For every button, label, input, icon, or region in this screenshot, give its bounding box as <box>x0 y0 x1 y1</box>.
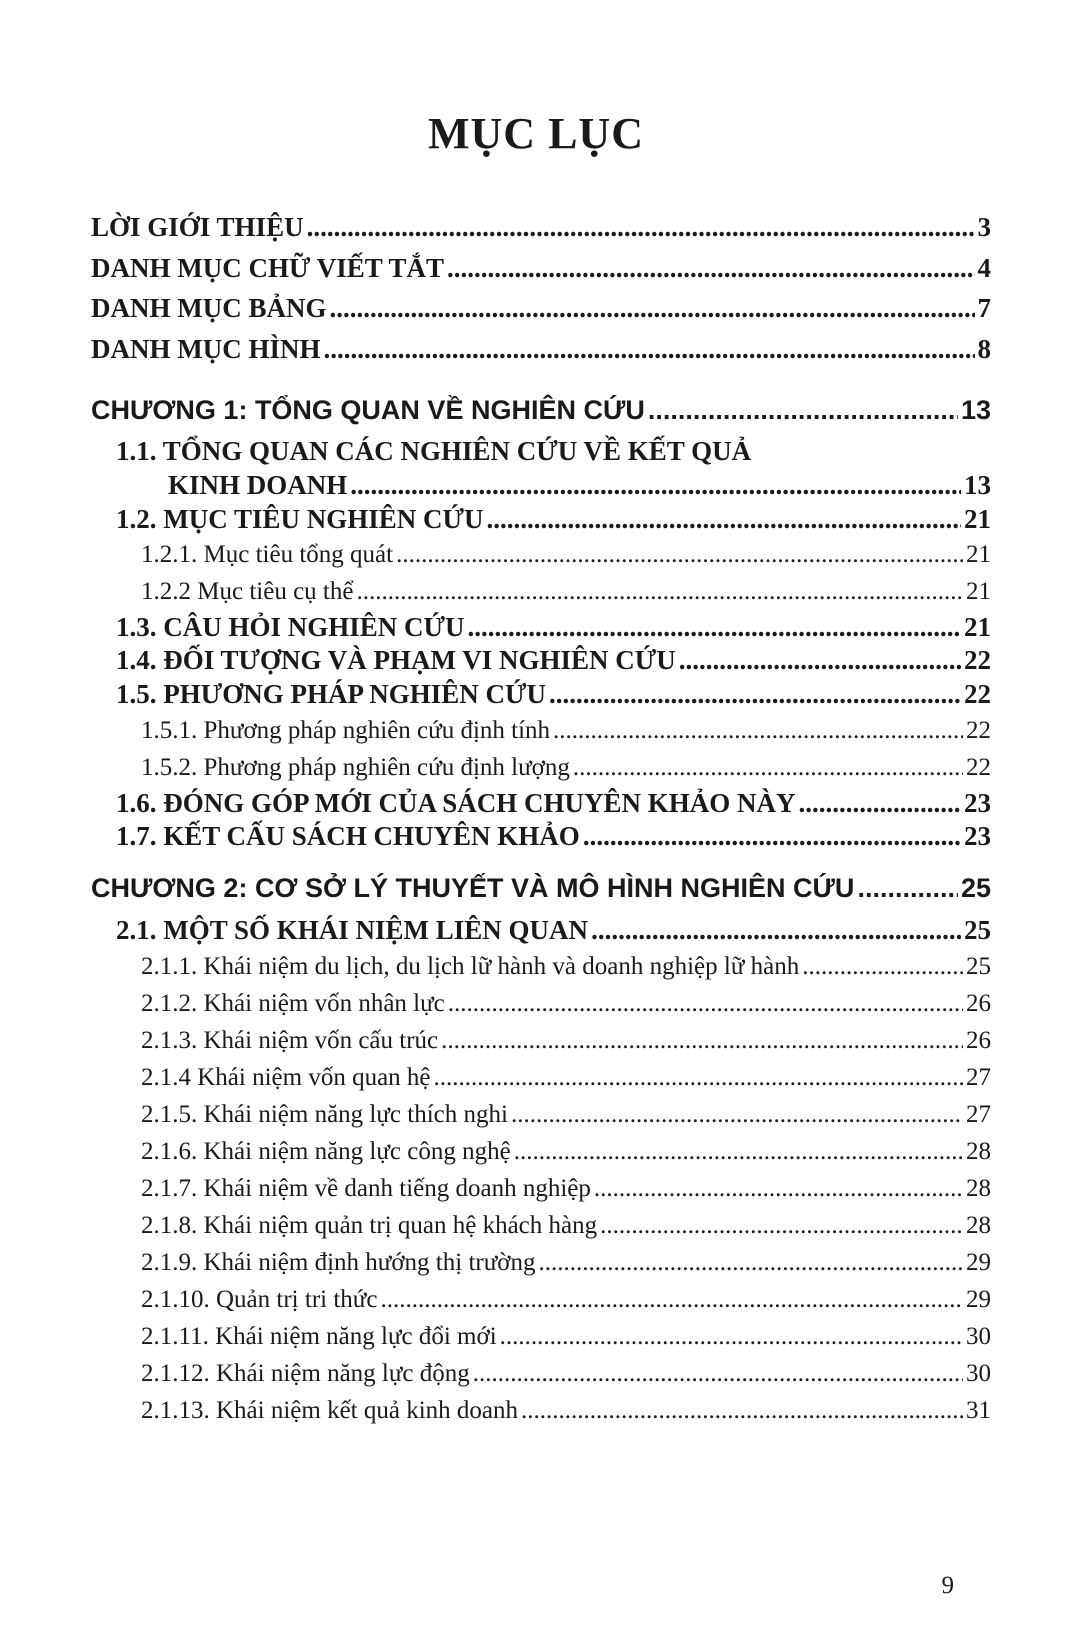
toc-entry-page: 28 <box>966 1138 991 1165</box>
dot-leader <box>553 717 963 745</box>
toc-entry-label: 1.2.1. Mục tiêu tổng quát <box>141 541 394 568</box>
toc-entry-label: 2.1.1. Khái niệm du lịch, du lịch lữ hành và doanh nghiệp lữ hành <box>141 953 800 980</box>
toc-entry-page: 28 <box>966 1175 991 1202</box>
dot-leader <box>521 1397 963 1425</box>
dot-leader <box>356 578 963 606</box>
toc-entry-label: 1.2.2 Mục tiêu cụ thể <box>141 578 354 605</box>
toc-entry-label: 2.1.10. Quản trị tri thức <box>141 1286 378 1313</box>
toc-entry-1-2-2[interactable] <box>91 578 991 606</box>
dot-leader <box>350 470 961 501</box>
dot-leader <box>583 821 961 852</box>
toc-entry-label: 2.1.7. Khái niệm về danh tiếng doanh nghiệp <box>141 1175 591 1202</box>
dot-leader <box>307 212 975 243</box>
toc-entry-1-3[interactable] <box>91 612 991 643</box>
toc-entry-label: LỜI GIỚI THIỆU <box>91 212 304 242</box>
toc-entry-page: 22 <box>964 679 991 709</box>
dot-leader <box>468 612 961 643</box>
toc-entry-label: 2.1.12. Khái niệm năng lực động <box>141 1360 470 1387</box>
toc-entry-label: 2.1.5. Khái niệm năng lực thích nghi <box>141 1101 508 1128</box>
dot-leader <box>679 645 961 676</box>
toc-entry-label: DANH MỤC BẢNG <box>91 293 327 323</box>
dot-leader <box>648 395 958 426</box>
dot-leader <box>434 1064 963 1092</box>
dot-leader <box>514 1138 963 1166</box>
toc-entry-page: 22 <box>964 645 991 675</box>
toc-entry-label: DANH MỤC HÌNH <box>91 334 321 364</box>
toc-entry-page: 21 <box>966 578 991 605</box>
dot-leader <box>799 788 961 819</box>
toc-entry-label: 1.4. ĐỐI TƯỢNG VÀ PHẠM VI NGHIÊN CỨU <box>116 645 676 675</box>
toc-entry-page: 25 <box>960 873 991 903</box>
toc-entry-page: 4 <box>977 253 991 283</box>
dot-leader <box>549 679 961 710</box>
toc-entry-2-1-9[interactable] <box>91 1249 991 1277</box>
toc-entry-list-of-tables[interactable] <box>91 293 991 324</box>
toc-entry-label: 1.2. MỤC TIÊU NGHIÊN CỨU <box>116 504 484 534</box>
toc-entry-1-5-2[interactable] <box>91 754 991 782</box>
dot-leader <box>324 334 975 365</box>
toc-entry-page: 22 <box>966 717 991 744</box>
toc-entry-1-1[interactable] <box>91 470 991 501</box>
toc-entry-label: 2.1.13. Khái niệm kết quả kinh doanh <box>141 1397 519 1424</box>
toc-entry-1-5-1[interactable] <box>91 717 991 745</box>
toc-entry-label: 1.5. PHƯƠNG PHÁP NGHIÊN CỨU <box>116 679 546 709</box>
toc-entry-label: 1.7. KẾT CẤU SÁCH CHUYÊN KHẢO <box>116 821 580 851</box>
page-title: MỤC LỤC <box>428 109 644 158</box>
toc-entry-page: 27 <box>966 1101 991 1128</box>
toc-entry-label: 2.1.11. Khái niệm năng lực đổi mới <box>141 1323 497 1350</box>
toc-entry-page: 3 <box>977 212 991 242</box>
toc-entry-page: 27 <box>966 1064 991 1091</box>
toc-entry-2-1-3[interactable] <box>91 1027 991 1055</box>
dot-leader <box>441 1027 963 1055</box>
toc-entry-page: 28 <box>966 1212 991 1239</box>
toc-entry-abbreviations[interactable] <box>91 253 991 284</box>
toc-entry-2-1-4[interactable] <box>91 1064 991 1092</box>
page-number: 9 <box>941 1572 954 1599</box>
toc-entry-page: 30 <box>966 1360 991 1387</box>
dot-leader <box>447 253 974 284</box>
toc-entry-label: 1.5.1. Phương pháp nghiên cứu định tính <box>141 717 551 744</box>
dot-leader <box>802 953 963 981</box>
toc-entry-label: DANH MỤC CHỮ VIẾT TẮT <box>91 253 445 283</box>
dot-leader <box>600 1212 963 1240</box>
toc-chapter-2[interactable] <box>91 873 991 904</box>
toc-entry-page: 29 <box>966 1249 991 1276</box>
dot-leader <box>330 293 975 324</box>
toc-entry-page: 30 <box>966 1323 991 1350</box>
toc-entry-1-7[interactable] <box>91 821 991 852</box>
toc-entry-page: 23 <box>964 788 991 818</box>
toc-entry-page: 26 <box>966 1027 991 1054</box>
toc-entry-2-1[interactable] <box>91 915 991 946</box>
toc-entry-label: CHƯƠNG 1: TỔNG QUAN VỀ NGHIÊN CỨU <box>91 395 645 425</box>
toc-entry-page: 25 <box>964 915 991 945</box>
toc-chapter-1[interactable] <box>91 395 991 426</box>
toc-entry-1-1-line1[interactable]: 1.1. TỔNG QUAN CÁC NGHIÊN CỨU VỀ KẾT QUẢ <box>116 436 752 466</box>
dot-leader <box>857 873 958 904</box>
toc-entry-1-2-1[interactable] <box>91 541 991 569</box>
toc-entry-2-1-6[interactable] <box>91 1138 991 1166</box>
toc-entry-label: 2.1. MỘT SỐ KHÁI NIỆM LIÊN QUAN <box>116 915 589 945</box>
toc-entry-label: CHƯƠNG 2: CƠ SỞ LÝ THUYẾT VÀ MÔ HÌNH NGHIÊN CỨU <box>91 873 855 903</box>
toc-entry-1-6[interactable] <box>91 788 991 819</box>
dot-leader <box>538 1249 963 1277</box>
toc-entry-label: KINH DOANH <box>168 470 348 500</box>
toc-entry-label: 1.5.2. Phương pháp nghiên cứu định lượng <box>141 754 570 781</box>
dot-leader <box>396 541 963 569</box>
toc-entry-page: 21 <box>964 504 991 534</box>
toc-entry-1-5[interactable] <box>91 679 991 710</box>
dot-leader <box>591 915 961 946</box>
toc-entry-page: 31 <box>966 1397 991 1424</box>
dot-leader <box>487 504 961 535</box>
dot-leader <box>380 1286 963 1314</box>
toc-entry-page: 8 <box>977 334 991 364</box>
dot-leader <box>473 1360 963 1388</box>
toc-entry-1-2[interactable] <box>91 504 991 535</box>
toc-entry-2-1-10[interactable] <box>91 1286 991 1314</box>
toc-entry-label: 2.1.8. Khái niệm quản trị quan hệ khách hàng <box>141 1212 598 1239</box>
toc-entry-page: 13 <box>964 470 991 500</box>
toc-entry-page: 23 <box>964 821 991 851</box>
dot-leader <box>511 1101 963 1129</box>
toc-entry-page: 25 <box>966 953 991 980</box>
toc-entry-page: 21 <box>964 612 991 642</box>
dot-leader <box>594 1175 963 1203</box>
toc-entry-1-4[interactable] <box>91 645 991 676</box>
toc-entry-label: 2.1.4 Khái niệm vốn quan hệ <box>141 1064 431 1091</box>
toc-entry-2-1-2[interactable] <box>91 990 991 1018</box>
toc-entry-2-1-11[interactable] <box>91 1323 991 1351</box>
toc-entry-label: 2.1.2. Khái niệm vốn nhân lực <box>141 990 445 1017</box>
dot-leader <box>500 1323 963 1351</box>
toc-entry-2-1-13[interactable] <box>91 1397 991 1425</box>
toc-entry-page: 22 <box>966 754 991 781</box>
toc-entry-2-1-1[interactable] <box>91 953 991 981</box>
dot-leader <box>448 990 963 1018</box>
toc-entry-label: 2.1.9. Khái niệm định hướng thị trường <box>141 1249 536 1276</box>
toc-entry-label: 2.1.6. Khái niệm năng lực công nghệ <box>141 1138 511 1165</box>
toc-entry-page: 13 <box>960 395 991 425</box>
toc-entry-label: 1.6. ĐÓNG GÓP MỚI CỦA SÁCH CHUYÊN KHẢO NÀY <box>116 788 796 818</box>
toc-entry-2-1-12[interactable] <box>91 1360 991 1388</box>
toc-entry-label: 2.1.3. Khái niệm vốn cấu trúc <box>141 1027 439 1054</box>
toc-entry-label: 1.3. CÂU HỎI NGHIÊN CỨU <box>116 612 465 642</box>
toc-entry-introduction[interactable] <box>91 212 991 243</box>
toc-entry-page: 21 <box>966 541 991 568</box>
dot-leader <box>573 754 963 782</box>
toc-entry-2-1-5[interactable] <box>91 1101 991 1129</box>
toc-entry-page: 7 <box>977 293 991 323</box>
toc-entry-page: 29 <box>966 1286 991 1313</box>
toc-entry-list-of-figures[interactable] <box>91 334 991 365</box>
toc-entry-2-1-8[interactable] <box>91 1212 991 1240</box>
toc-entry-2-1-7[interactable] <box>91 1175 991 1203</box>
toc-entry-page: 26 <box>966 990 991 1017</box>
